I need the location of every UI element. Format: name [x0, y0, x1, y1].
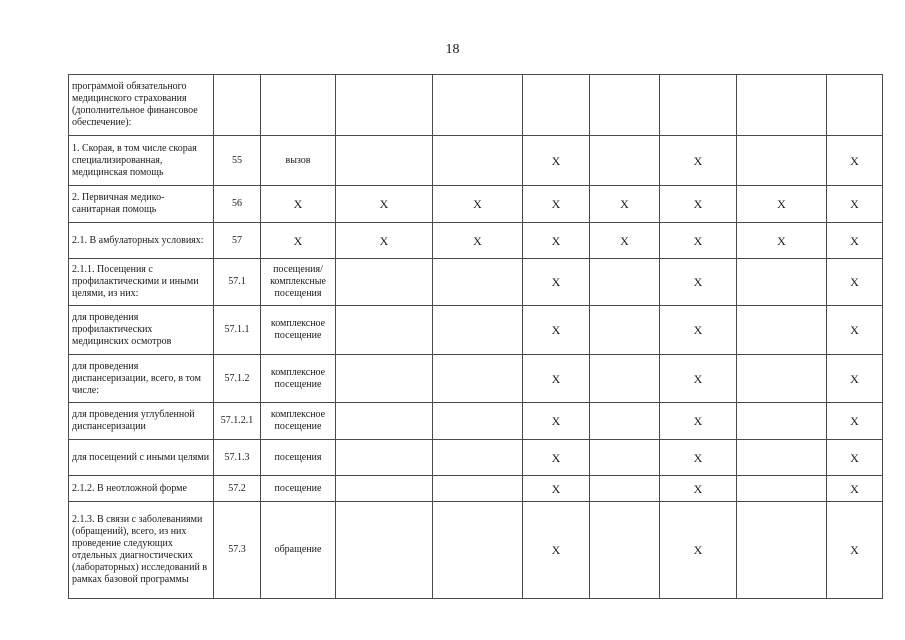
value-cell [336, 403, 433, 440]
value-cell [827, 75, 883, 136]
value-cell [433, 476, 523, 502]
value-cell [336, 502, 433, 599]
value-cell: Х [523, 355, 590, 403]
value-cell: Х [827, 136, 883, 186]
value-cell [523, 75, 590, 136]
row-code-cell: 57.1.2.1 [214, 403, 261, 440]
data-table [68, 74, 883, 599]
row-unit-cell: комплексное посещение [261, 306, 336, 355]
table-row [69, 403, 883, 440]
value-cell: Х [523, 259, 590, 306]
row-code-cell: 55 [214, 136, 261, 186]
value-cell: Х [433, 186, 523, 223]
value-cell: Х [827, 259, 883, 306]
row-name-cell: для проведения диспансеризации, всего, в том числе: [69, 355, 214, 403]
table-row [69, 75, 883, 136]
row-name-cell: для посещений с иными целями [69, 440, 214, 476]
value-cell: Х [523, 223, 590, 259]
value-cell: Х [827, 403, 883, 440]
value-cell [660, 75, 737, 136]
value-cell [336, 355, 433, 403]
page-number: 18 [445, 42, 460, 57]
value-cell: Х [827, 502, 883, 599]
row-code-cell: 57 [214, 223, 261, 259]
row-unit-cell: посещения [261, 440, 336, 476]
table-row [69, 186, 883, 223]
value-cell [590, 440, 660, 476]
value-cell [590, 502, 660, 599]
table-row [69, 306, 883, 355]
row-name-cell: для проведения углубленной диспансеризации [69, 403, 214, 440]
row-unit-cell: комплексное посещение [261, 355, 336, 403]
value-cell: Х [523, 186, 590, 223]
value-cell [737, 403, 827, 440]
value-cell: Х [660, 440, 737, 476]
value-cell [737, 355, 827, 403]
row-code-cell: 56 [214, 186, 261, 223]
row-code-cell: 57.1 [214, 259, 261, 306]
row-unit-cell [261, 75, 336, 136]
table-row [69, 502, 883, 599]
value-cell: Х [523, 136, 590, 186]
value-cell [433, 75, 523, 136]
value-cell: Х [660, 306, 737, 355]
value-cell [590, 355, 660, 403]
row-name-cell: 2.1. В амбулаторных условиях: [69, 223, 214, 259]
value-cell: Х [336, 223, 433, 259]
value-cell [590, 136, 660, 186]
row-code-cell: 57.1.3 [214, 440, 261, 476]
value-cell [336, 476, 433, 502]
value-cell [737, 476, 827, 502]
row-code-cell: 57.1.1 [214, 306, 261, 355]
value-cell [433, 306, 523, 355]
row-name-cell: программой обязательного медицинского страхования (дополнительное финансовое обеспечение): [69, 75, 214, 136]
value-cell: Х [660, 502, 737, 599]
value-cell [433, 403, 523, 440]
row-code-cell [214, 75, 261, 136]
value-cell: Х [737, 223, 827, 259]
value-cell: Х [660, 259, 737, 306]
value-cell [433, 440, 523, 476]
value-cell: Х [433, 223, 523, 259]
row-name-cell: 2.1.3. В связи с заболеваниями (обращений), всего, из них проведение следующих отдельных диагностических (лабораторных) исследований в рамках базовой программы [69, 502, 214, 599]
value-cell [433, 259, 523, 306]
row-unit-cell: обращение [261, 502, 336, 599]
value-cell [590, 75, 660, 136]
table-row [69, 440, 883, 476]
value-cell [737, 259, 827, 306]
value-cell [737, 440, 827, 476]
value-cell [737, 306, 827, 355]
row-unit-cell: посещения/ комплексные посещения [261, 259, 336, 306]
value-cell: Х [660, 223, 737, 259]
row-unit-cell: Х [261, 186, 336, 223]
value-cell: Х [660, 403, 737, 440]
value-cell: Х [827, 355, 883, 403]
value-cell: Х [523, 403, 590, 440]
value-cell [590, 306, 660, 355]
row-name-cell: для проведения профилактических медицинских осмотров [69, 306, 214, 355]
table-row [69, 476, 883, 502]
value-cell: Х [737, 186, 827, 223]
value-cell [737, 136, 827, 186]
row-unit-cell: посещение [261, 476, 336, 502]
value-cell: Х [590, 223, 660, 259]
row-name-cell: 2.1.2. В неотложной форме [69, 476, 214, 502]
row-name-cell: 1. Скорая, в том числе скорая специализированная, медицинская помощь [69, 136, 214, 186]
value-cell: Х [827, 440, 883, 476]
value-cell [336, 259, 433, 306]
value-cell: Х [827, 306, 883, 355]
value-cell: Х [660, 355, 737, 403]
row-code-cell: 57.1.2 [214, 355, 261, 403]
value-cell [590, 403, 660, 440]
row-name-cell: 2. Первичная медико-санитарная помощь [69, 186, 214, 223]
table-row [69, 355, 883, 403]
value-cell [336, 306, 433, 355]
value-cell: Х [827, 223, 883, 259]
table-row [69, 136, 883, 186]
value-cell [336, 136, 433, 186]
value-cell [433, 355, 523, 403]
value-cell: Х [590, 186, 660, 223]
value-cell: Х [660, 186, 737, 223]
row-unit-cell: Х [261, 223, 336, 259]
value-cell [433, 502, 523, 599]
value-cell [737, 502, 827, 599]
value-cell: Х [523, 502, 590, 599]
row-code-cell: 57.3 [214, 502, 261, 599]
value-cell: Х [827, 186, 883, 223]
value-cell: Х [523, 476, 590, 502]
value-cell [336, 75, 433, 136]
table-row [69, 259, 883, 306]
value-cell: Х [523, 306, 590, 355]
value-cell [737, 75, 827, 136]
value-cell [336, 440, 433, 476]
row-unit-cell: вызов [261, 136, 336, 186]
value-cell: Х [336, 186, 433, 223]
table-row [69, 223, 883, 259]
row-unit-cell: комплексное посещение [261, 403, 336, 440]
value-cell: Х [827, 476, 883, 502]
value-cell: Х [660, 136, 737, 186]
value-cell [590, 476, 660, 502]
row-code-cell: 57.2 [214, 476, 261, 502]
value-cell: Х [660, 476, 737, 502]
row-name-cell: 2.1.1. Посещения с профилактическими и иными целями, из них: [69, 259, 214, 306]
value-cell [590, 259, 660, 306]
value-cell: Х [523, 440, 590, 476]
value-cell [433, 136, 523, 186]
